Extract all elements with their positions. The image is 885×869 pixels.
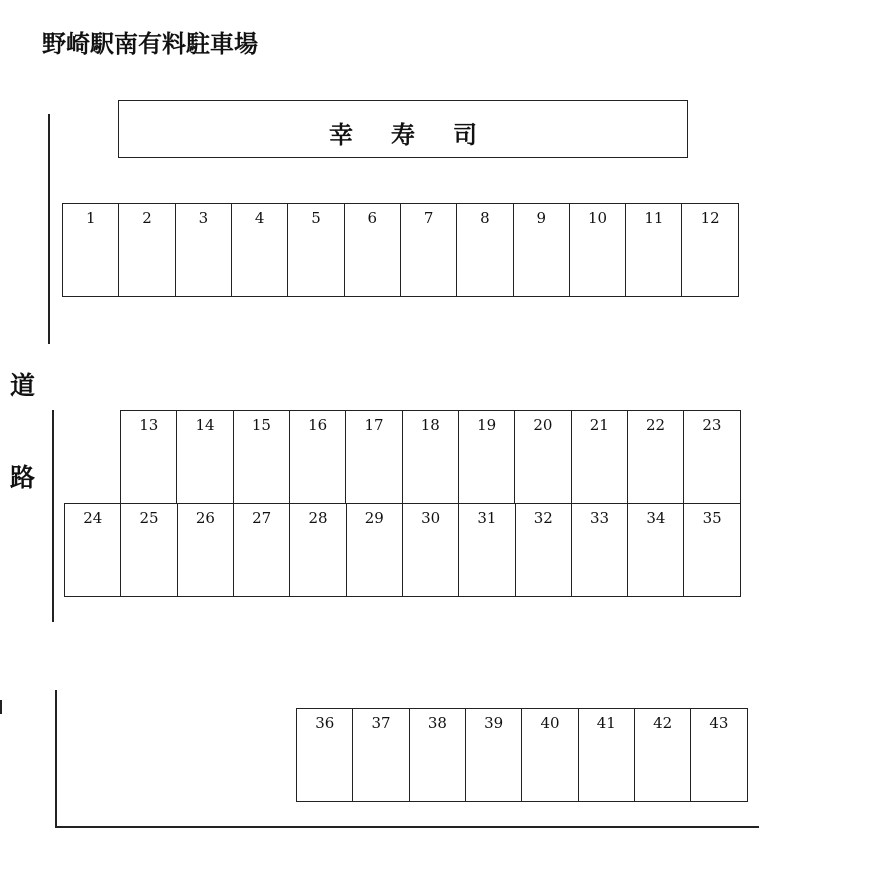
parking-space [345, 410, 403, 504]
road-boundary-upper [48, 114, 50, 344]
parking-space [458, 503, 516, 597]
parking-space [578, 708, 636, 802]
parking-space [683, 503, 741, 597]
parking-space-number: 31 [477, 509, 497, 527]
road-boundary-lower [55, 690, 57, 828]
parking-space [683, 410, 741, 504]
parking-space [64, 503, 122, 597]
parking-space-number: 26 [195, 509, 215, 527]
parking-row-4 [296, 708, 748, 802]
parking-space [625, 203, 683, 297]
parking-row-3 [64, 503, 741, 597]
parking-space [233, 503, 291, 597]
parking-space-number: 37 [371, 714, 391, 732]
parking-space-number: 11 [644, 209, 664, 227]
parking-space-number: 41 [596, 714, 616, 732]
road-label-bottom: 路 [10, 463, 36, 492]
parking-space [176, 410, 234, 504]
building-label: 幸寿司 [329, 120, 515, 149]
parking-space [177, 503, 235, 597]
parking-space [287, 203, 345, 297]
parking-space-number: 24 [83, 509, 103, 527]
parking-row-2 [120, 410, 741, 504]
parking-space-number: 16 [308, 416, 328, 434]
parking-space [627, 503, 685, 597]
parking-space [296, 708, 354, 802]
parking-space [120, 503, 178, 597]
parking-space-number: 17 [364, 416, 384, 434]
parking-space-number: 43 [709, 714, 729, 732]
building-kouzushi [118, 100, 688, 158]
lot-bottom-boundary [55, 826, 759, 828]
parking-space-number: 32 [533, 509, 553, 527]
parking-space [513, 203, 571, 297]
parking-space [465, 708, 523, 802]
parking-space [118, 203, 176, 297]
parking-space-number: 12 [700, 209, 720, 227]
parking-space [571, 503, 629, 597]
parking-space [120, 410, 178, 504]
parking-space-number: 20 [533, 416, 553, 434]
parking-space [515, 503, 573, 597]
road-label-top: 道 [10, 371, 36, 400]
parking-space-number: 40 [540, 714, 560, 732]
parking-space-number: 25 [139, 509, 159, 527]
parking-space-number: 33 [590, 509, 610, 527]
parking-space-number: 7 [423, 209, 434, 227]
parking-space-number: 39 [484, 714, 504, 732]
parking-space [402, 503, 460, 597]
parking-space [521, 708, 579, 802]
parking-space-number: 6 [367, 209, 378, 227]
parking-space-number: 19 [477, 416, 497, 434]
parking-space-number: 28 [308, 509, 328, 527]
parking-space-number: 27 [252, 509, 272, 527]
parking-space-number: 23 [702, 416, 722, 434]
parking-space-number: 15 [251, 416, 271, 434]
parking-space-number: 14 [195, 416, 215, 434]
parking-space-number: 34 [646, 509, 666, 527]
parking-space-number: 10 [588, 209, 608, 227]
parking-space [627, 410, 685, 504]
parking-space-number: 1 [85, 209, 96, 227]
parking-space-number: 9 [536, 209, 547, 227]
edge-mark [0, 700, 2, 714]
parking-space [634, 708, 692, 802]
parking-row-1 [62, 203, 739, 297]
parking-space [344, 203, 402, 297]
parking-space [233, 410, 291, 504]
parking-space [690, 708, 748, 802]
parking-space-number: 13 [139, 416, 159, 434]
road-boundary-middle [52, 410, 54, 622]
parking-space-number: 2 [142, 209, 152, 227]
parking-space [456, 203, 514, 297]
parking-space-number: 22 [646, 416, 666, 434]
parking-space-number: 36 [315, 714, 335, 732]
parking-space [289, 410, 347, 504]
parking-space-number: 29 [364, 509, 384, 527]
parking-space-number: 5 [311, 209, 321, 227]
parking-space [409, 708, 467, 802]
parking-space [231, 203, 289, 297]
parking-space [571, 410, 629, 504]
parking-space [62, 203, 120, 297]
parking-space [514, 410, 572, 504]
parking-space-number: 3 [198, 209, 209, 227]
parking-space-number: 21 [589, 416, 609, 434]
parking-space [681, 203, 739, 297]
parking-space-number: 42 [653, 714, 673, 732]
parking-space [402, 410, 460, 504]
parking-space [175, 203, 233, 297]
parking-space [569, 203, 627, 297]
parking-space-number: 18 [420, 416, 440, 434]
parking-space [458, 410, 516, 504]
parking-space-number: 8 [480, 209, 490, 227]
parking-space-number: 38 [427, 714, 447, 732]
parking-space [289, 503, 347, 597]
parking-space [352, 708, 410, 802]
page-title: 野崎駅南有料駐車場 [42, 29, 258, 58]
parking-space [346, 503, 404, 597]
parking-space [400, 203, 458, 297]
parking-space-number: 4 [254, 209, 265, 227]
parking-space-number: 35 [702, 509, 722, 527]
parking-space-number: 30 [421, 509, 441, 527]
